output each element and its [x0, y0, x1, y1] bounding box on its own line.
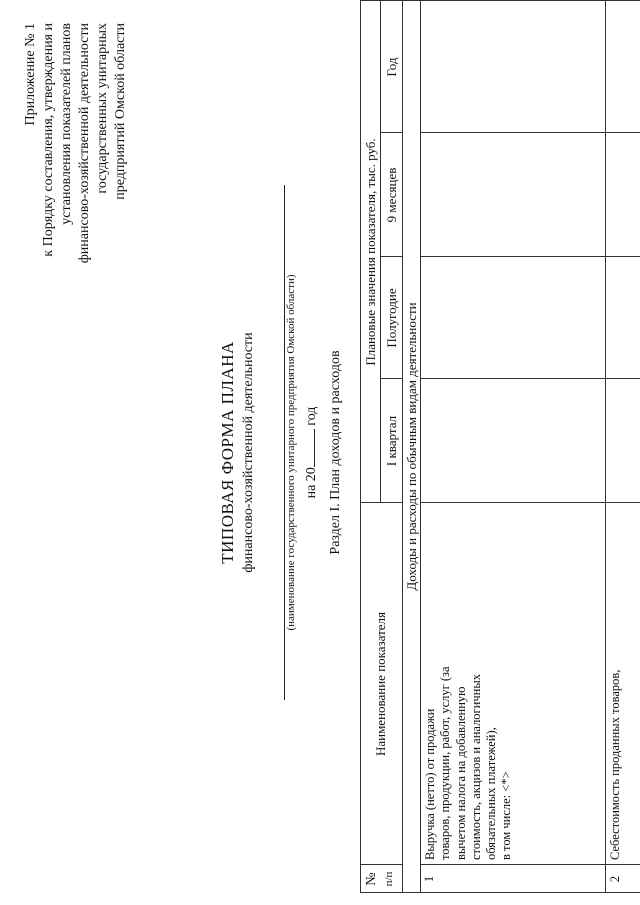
form-title: ТИПОВАЯ ФОРМА ПЛАНА — [218, 341, 237, 564]
table-border-left — [360, 892, 640, 893]
header-period-q1: I квартал — [384, 415, 399, 467]
year-prefix: на 20 — [304, 467, 319, 499]
col-divider-num — [420, 864, 640, 865]
row-2-num: 2 — [608, 875, 622, 883]
col-divider-indicator — [420, 502, 640, 503]
planned-values-divider — [380, 0, 381, 503]
row-1-num: 1 — [422, 875, 436, 883]
group-row-bottom — [420, 0, 421, 893]
table-border-right — [360, 0, 640, 1]
enterprise-caption: (наименование государственного унитарного предприятия Омской области) — [285, 274, 297, 631]
section-title: Раздел I. План доходов и расходов — [328, 350, 343, 555]
row-1-line: в том числе: <*> — [499, 771, 514, 860]
appendix-line: предприятий Омской области — [113, 23, 128, 200]
year-line — [302, 0, 320, 905]
group-row-label: Доходы и расходы по обычным видам деятельности — [404, 302, 419, 591]
row-1-line: Выручка (нетто) от продажи — [423, 708, 437, 860]
appendix-line: государственных унитарных — [95, 23, 110, 194]
col-divider-9m — [420, 132, 640, 133]
row-1-line: товаров, продукции, работ, услуг (за — [438, 666, 453, 860]
header-num-sub: п/п — [383, 871, 395, 887]
header-indicator: Наименование показателя — [373, 611, 388, 757]
year-suffix: год — [304, 406, 319, 426]
row-1-line: обязательных платежей), — [484, 727, 499, 860]
row-2-indicator — [608, 505, 623, 860]
appendix-note — [22, 23, 130, 323]
header-period-year: Год — [384, 57, 399, 77]
appendix-line: Приложение № 1 — [23, 23, 38, 126]
form-subtitle: финансово-хозяйственной деятельности — [241, 332, 256, 573]
year-blank — [302, 429, 315, 467]
table-border-top — [360, 0, 361, 893]
appendix-line: к Порядку составления, утверждения и — [41, 23, 56, 257]
row-1-indicator — [423, 505, 515, 860]
row-2-line: Себестоимость проданных товаров, — [608, 669, 622, 860]
appendix-line: установления показателей планов — [59, 23, 74, 225]
row-1-line: вычетом налога на добавленную — [453, 686, 468, 860]
row-1-line: стоимость, акцизов и аналогичных — [468, 674, 483, 860]
appendix-line: финансово-хозяйственной деятельности — [77, 23, 92, 264]
table-header-bottom — [402, 0, 403, 893]
income-expense-table — [360, 0, 640, 905]
col-divider-q1 — [420, 378, 640, 379]
header-period-9m: 9 месяцев — [384, 167, 399, 223]
header-planned-values: Плановые значения показателя, тыс. руб. — [363, 138, 378, 366]
row-divider — [605, 0, 606, 893]
col-divider-half — [420, 256, 640, 257]
header-num-symbol: № — [364, 872, 379, 886]
header-period-half: Полугодие — [384, 288, 399, 348]
